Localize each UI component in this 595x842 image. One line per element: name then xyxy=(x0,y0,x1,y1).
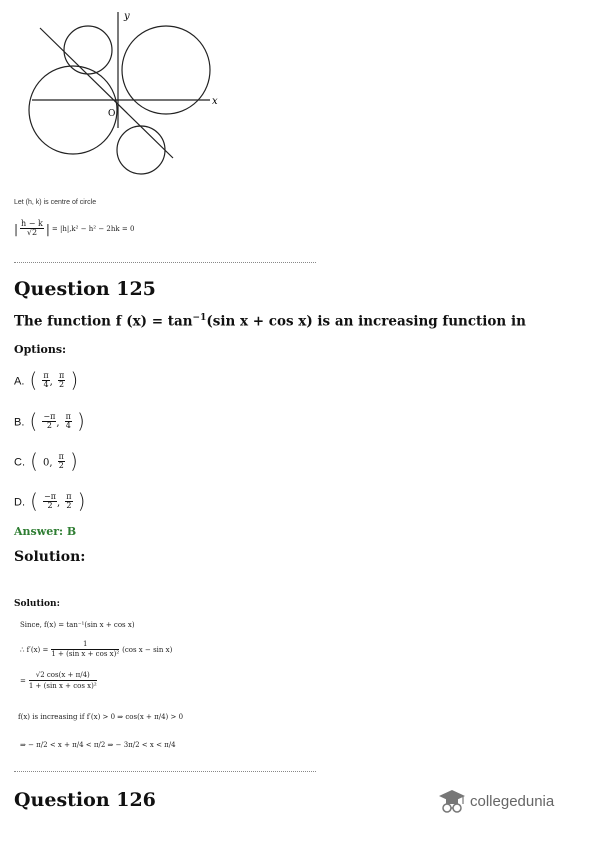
option-b-label: B. xyxy=(14,416,25,429)
solution-heading: Solution: xyxy=(14,549,86,565)
option-b-frac2-num: π xyxy=(65,411,71,421)
x-axis-label: x xyxy=(212,96,218,107)
solution-line3-frac xyxy=(29,670,97,691)
option-c[interactable] xyxy=(14,449,78,473)
option-d-close: ) xyxy=(77,489,86,513)
option-d-sep: , xyxy=(56,497,61,509)
option-b-frac1 xyxy=(42,413,56,430)
logo-text: collegedunia xyxy=(470,792,555,810)
option-b-close: ) xyxy=(77,409,85,433)
solution-line1: Since, f(x) = tan⁻¹(sin x + cos x) xyxy=(20,621,135,629)
option-a-frac1 xyxy=(42,372,49,389)
solution-line2-num: 1 xyxy=(51,640,119,650)
option-a[interactable] xyxy=(14,368,78,392)
option-a-open: ( xyxy=(29,368,38,392)
option-c-open: ( xyxy=(30,449,38,473)
option-a-label: A. xyxy=(14,375,25,388)
circle-large-left xyxy=(29,66,117,154)
option-d-frac2-num: π xyxy=(66,491,72,501)
option-c-frac2 xyxy=(58,453,65,470)
option-d-open: ( xyxy=(30,489,38,513)
prev-frac-den: √2 xyxy=(26,228,38,237)
option-a-frac1-den: 4 xyxy=(43,379,49,389)
option-a-sep: , xyxy=(49,376,53,388)
option-a-frac2-den: 2 xyxy=(59,379,65,389)
statement-head: The function f (x) = tan xyxy=(14,313,193,330)
option-d-frac2 xyxy=(65,493,72,510)
option-d-frac2-den: 2 xyxy=(66,500,72,510)
option-b-open: ( xyxy=(29,409,38,433)
option-b[interactable] xyxy=(14,409,85,433)
prev-frac xyxy=(20,220,44,237)
option-c-sep: , xyxy=(49,457,53,469)
origin-label: O xyxy=(108,109,116,119)
solution-line5: ⇒ − π/2 < x + π/4 < π/2 ⇒ − 3π/2 < x < π/4 xyxy=(20,741,176,749)
prev-solution-line2: | $\frac{h - k}{√2}$ | = |h|,k² − h² − 2hk = 0 xyxy=(14,219,135,237)
prev-frac-num: h − k xyxy=(21,219,43,228)
option-a-frac1-num: π xyxy=(43,370,49,380)
circles-figure xyxy=(28,8,228,188)
option-d-frac1-den: 2 xyxy=(47,500,53,510)
option-d[interactable] xyxy=(14,489,85,513)
divider-1 xyxy=(14,262,316,263)
option-a-frac2-num: π xyxy=(58,370,65,380)
y-axis-label: y xyxy=(124,11,130,22)
solution-subheading: Solution: xyxy=(14,599,60,609)
solution-line3-den: 1 + (sin x + cos x)² xyxy=(28,682,97,690)
circle-large-right xyxy=(122,26,210,114)
option-b-frac2-den: 4 xyxy=(65,420,71,430)
circle-bottom-right xyxy=(117,126,165,174)
statement-sup: −1 xyxy=(192,313,207,323)
statement-tail: (sin x + cos x) is an increasing function in xyxy=(206,313,526,330)
question-title: Question 125 xyxy=(14,278,156,300)
next-question-title: Question 126 xyxy=(14,789,156,811)
answer: Answer: B xyxy=(14,525,77,538)
solution-line2-frac xyxy=(51,640,119,659)
solution-line3 xyxy=(20,670,97,691)
option-c-frac2-den: 2 xyxy=(58,460,64,470)
solution-line3-num: √2 cos(x + π/4) xyxy=(29,670,97,681)
option-b-sep: , xyxy=(56,417,60,429)
collegedunia-logo xyxy=(437,786,554,816)
option-d-label: D. xyxy=(14,496,25,509)
prev-solution-line1: Let (h, k) is centre of circle xyxy=(14,199,97,206)
prev-rest: = |h|,k² − h² − 2hk = 0 xyxy=(51,224,135,233)
option-c-close: ) xyxy=(70,449,78,473)
question-statement xyxy=(14,313,526,330)
solution-line3-prefix: = xyxy=(20,676,26,685)
option-b-frac2 xyxy=(65,413,72,430)
option-c-zero: 0 xyxy=(43,457,50,469)
solution-line2-tail: (cos x − sin x) xyxy=(122,645,173,654)
circle-top-left xyxy=(64,26,112,74)
option-b-frac1-den: 2 xyxy=(46,420,52,430)
solution-line2-prefix: ∴ f′(x) = xyxy=(20,645,49,654)
solution-line2 xyxy=(20,640,172,659)
option-d-frac1-num: −π xyxy=(44,491,56,501)
option-c-label: C. xyxy=(14,456,25,469)
option-a-close: ) xyxy=(70,368,79,392)
option-a-frac2 xyxy=(58,372,65,389)
solution-line4: f(x) is increasing if f′(x) > 0 ⇒ cos(x + π/4) > 0 xyxy=(18,713,184,721)
graduate-icon xyxy=(437,786,467,816)
option-c-frac2-num: π xyxy=(58,451,64,461)
option-b-frac1-num: −π xyxy=(43,411,56,421)
options-label: Options: xyxy=(14,343,67,356)
option-d-frac1 xyxy=(43,493,57,510)
divider-2 xyxy=(14,771,316,772)
solution-line2-den: 1 + (sin x + cos x)² xyxy=(51,650,120,658)
